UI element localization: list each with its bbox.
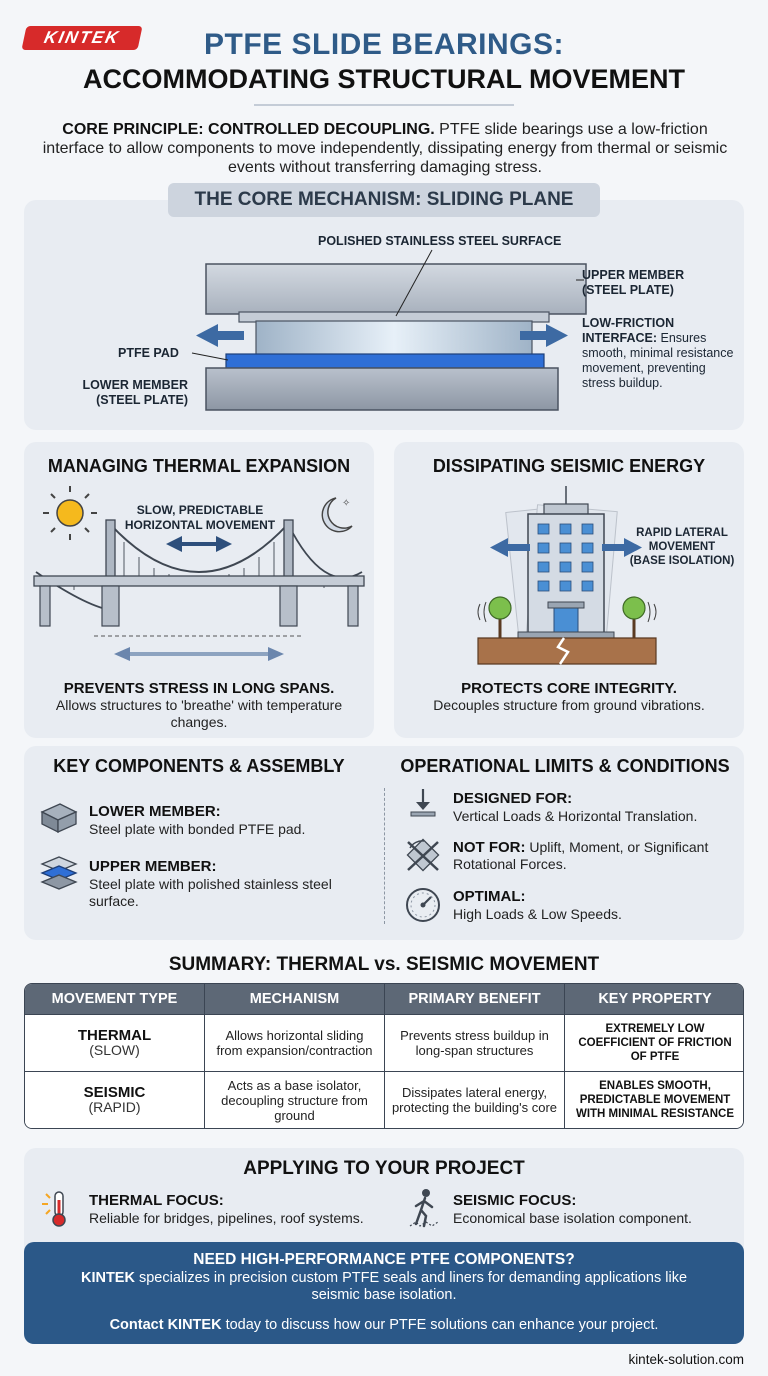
seismic-heading: DISSIPATING SEISMIC ENERGY bbox=[432, 456, 706, 476]
optimal-title: OPTIMAL: bbox=[453, 888, 526, 905]
building-door bbox=[554, 608, 578, 634]
bridge-pier-mid-left bbox=[102, 586, 119, 626]
thermal-caption bbox=[34, 680, 364, 731]
speed-label: (SLOW) bbox=[89, 1042, 140, 1058]
seismic-movement-line1: RAPID LATERAL bbox=[636, 527, 728, 539]
left-movement-arrow bbox=[196, 324, 244, 347]
intro-bold: CORE PRINCIPLE: CONTROLLED DECOUPLING. bbox=[62, 121, 435, 138]
title-divider bbox=[254, 104, 514, 106]
label-ptfe-pad: PTFE PAD bbox=[118, 346, 179, 360]
no-rotation-icon bbox=[404, 838, 442, 874]
thermal-movement-line2: HORIZONTAL MOVEMENT bbox=[124, 518, 276, 532]
cta-line2 bbox=[24, 1317, 744, 1333]
thermal-focus-title: THERMAL FOCUS: bbox=[89, 1192, 224, 1209]
intro-paragraph bbox=[40, 120, 730, 177]
lower-member-title: LOWER MEMBER: bbox=[89, 803, 221, 820]
gauge-icon bbox=[404, 886, 442, 924]
seismic-caption-text: Decouples structure from ground vibrations. bbox=[433, 697, 705, 713]
moon-icon bbox=[322, 498, 352, 532]
table-cell-type bbox=[25, 1014, 205, 1071]
down-arrow-icon bbox=[406, 786, 440, 820]
table-header-row bbox=[25, 984, 743, 1014]
table-cell-property: EXTREMELY LOW COEFFICIENT OF FRICTION OF PTFE bbox=[565, 1014, 744, 1071]
seismic-movement-label bbox=[624, 526, 740, 568]
bridge-pier-right bbox=[348, 586, 358, 626]
tree-icon-right bbox=[623, 597, 656, 638]
not-for-title: NOT FOR: bbox=[453, 839, 526, 856]
mechanism-heading: THE CORE MECHANISM: SLIDING PLANE bbox=[168, 183, 600, 217]
not-for-body: Uplift, Moment, or Significant Rotational Forces. bbox=[453, 839, 709, 872]
label-upper-line2: (STEEL PLATE) bbox=[582, 283, 674, 297]
page-title-line2: ACCOMMODATING STRUCTURAL MOVEMENT bbox=[83, 64, 685, 94]
cta-line1-bold[interactable]: KINTEK bbox=[80, 1270, 135, 1286]
thermal-movement-arrow bbox=[166, 536, 232, 552]
table-cell-property: ENABLES SMOOTH, PREDICTABLE MOVEMENT WITH MINIMAL RESISTANCE bbox=[565, 1071, 744, 1128]
bridge bbox=[36, 524, 362, 610]
type-label: THERMAL bbox=[77, 1027, 152, 1044]
column-header: MOVEMENT TYPE bbox=[25, 984, 205, 1014]
upper-member-title: UPPER MEMBER: bbox=[89, 858, 217, 875]
seismic-caption-bold: PROTECTS CORE INTEGRITY. bbox=[461, 680, 677, 697]
table-cell-mechanism: Allows horizontal sliding from expansion/contraction bbox=[205, 1014, 385, 1071]
table-row bbox=[25, 1071, 743, 1128]
column-header: KEY PROPERTY bbox=[565, 984, 744, 1014]
bridge-deck bbox=[34, 576, 364, 586]
kintek-logo[interactable]: KINTEK bbox=[21, 26, 142, 50]
speed-label: (RAPID) bbox=[88, 1099, 141, 1115]
lower-member-text: Steel plate with bonded PTFE pad. bbox=[89, 821, 306, 837]
panel-divider bbox=[384, 788, 385, 924]
lower-steel-plate bbox=[206, 368, 558, 410]
cta-heading: NEED HIGH-PERFORMANCE PTFE COMPONENTS? bbox=[193, 1251, 575, 1268]
summary-heading: SUMMARY: THERMAL vs. SEISMIC MOVEMENT bbox=[168, 954, 600, 975]
thermometer-icon bbox=[38, 1186, 78, 1230]
upper-steel-plate bbox=[206, 264, 586, 314]
summary-table bbox=[24, 983, 744, 1129]
seismic-movement-line2: MOVEMENT bbox=[648, 541, 716, 553]
table-cell-benefit: Dissipates lateral energy, protecting the building's core bbox=[385, 1071, 565, 1128]
upper-member-text: Steel plate with polished stainless steel surface. bbox=[89, 876, 332, 909]
table-cell-benefit: Prevents stress buildup in long-span structures bbox=[385, 1014, 565, 1071]
seismic-caption bbox=[404, 680, 734, 714]
table-cell-type bbox=[25, 1071, 205, 1128]
cta-line1 bbox=[58, 1270, 710, 1304]
label-polished-surface: POLISHED STAINLESS STEEL SURFACE bbox=[318, 234, 562, 248]
bridge-pier-left bbox=[40, 586, 50, 626]
designed-for-title: DESIGNED FOR: bbox=[453, 790, 573, 807]
components-heading: KEY COMPONENTS & ASSEMBLY bbox=[53, 756, 345, 776]
building-illustration bbox=[394, 480, 744, 670]
label-upper-member bbox=[582, 268, 684, 298]
label-lower-line2: (STEEL PLATE) bbox=[96, 393, 188, 407]
limits-heading: OPERATIONAL LIMITS & CONDITIONS bbox=[400, 756, 730, 776]
contact-link[interactable]: Contact KINTEK bbox=[109, 1317, 222, 1333]
thermal-movement-label bbox=[120, 503, 280, 533]
seismic-movement-line3: (BASE ISOLATION) bbox=[629, 555, 735, 567]
type-label: SEISMIC bbox=[83, 1084, 146, 1101]
label-lower-line1: LOWER MEMBER bbox=[82, 378, 188, 392]
thermal-focus-text: Reliable for bridges, pipelines, roof systems. bbox=[89, 1210, 364, 1226]
label-lower-member bbox=[70, 378, 188, 408]
interface-text: Ensures smooth, minimal resistance movement, preventing stress buildup. bbox=[582, 331, 734, 390]
cta-line1-text: specializes in precision custom PTFE seals and liners for demanding applications like seismic base isolation. bbox=[134, 1270, 688, 1303]
label-upper-line1: UPPER MEMBER bbox=[582, 268, 685, 282]
optimal-text: High Loads & Low Speeds. bbox=[453, 906, 622, 922]
thermal-caption-bold: PREVENTS STRESS IN LONG SPANS. bbox=[63, 680, 335, 697]
walking-person-icon bbox=[404, 1186, 444, 1230]
page-title-line1: PTFE SLIDE BEARINGS: bbox=[203, 28, 565, 61]
sun-icon bbox=[43, 486, 97, 540]
not-for-text bbox=[453, 839, 743, 873]
thermal-movement-line1: SLOW, PREDICTABLE bbox=[136, 503, 264, 517]
intro-text: PTFE slide bearings use a low-friction interface to allow components to move independently, dissipating energy from thermal or seismic events without transferring damaging stress. bbox=[42, 121, 728, 176]
polished-stainless-surface bbox=[256, 321, 532, 355]
building-canopy bbox=[548, 602, 584, 608]
footer-url[interactable]: kintek-solution.com bbox=[628, 1352, 744, 1367]
block-icon bbox=[38, 800, 80, 836]
column-header: PRIMARY BENEFIT bbox=[385, 984, 565, 1014]
ptfe-pad bbox=[226, 354, 544, 368]
column-header: MECHANISM bbox=[205, 984, 385, 1014]
cta-line2-text: today to discuss how our PTFE solutions can enhance your project. bbox=[221, 1317, 659, 1333]
table-row bbox=[25, 1014, 743, 1071]
thermal-heading: MANAGING THERMAL EXPANSION bbox=[47, 456, 351, 476]
tree-icon bbox=[478, 597, 511, 638]
bridge-pier-mid-right bbox=[280, 586, 297, 626]
ptfe-leader-line bbox=[192, 353, 228, 360]
thermal-ground-arrow bbox=[114, 647, 284, 661]
seismic-focus-text: Economical base isolation component. bbox=[453, 1210, 692, 1226]
interface-bold: LOW-FRICTION INTERFACE: bbox=[582, 316, 675, 345]
layers-icon bbox=[38, 854, 80, 894]
designed-for-text: Vertical Loads & Horizontal Translation. bbox=[453, 808, 698, 824]
building-base bbox=[518, 632, 614, 638]
thermal-caption-text: Allows structures to 'breathe' with temperature changes. bbox=[55, 697, 343, 730]
label-interface bbox=[582, 316, 738, 391]
table-cell-mechanism: Acts as a base isolator, decoupling structure from ground bbox=[205, 1071, 385, 1128]
cta-box bbox=[24, 1242, 744, 1344]
seismic-focus-title: SEISMIC FOCUS: bbox=[453, 1192, 577, 1209]
svg-text:✧: ✧ bbox=[342, 498, 351, 509]
project-heading: APPLYING TO YOUR PROJECT bbox=[243, 1158, 525, 1179]
